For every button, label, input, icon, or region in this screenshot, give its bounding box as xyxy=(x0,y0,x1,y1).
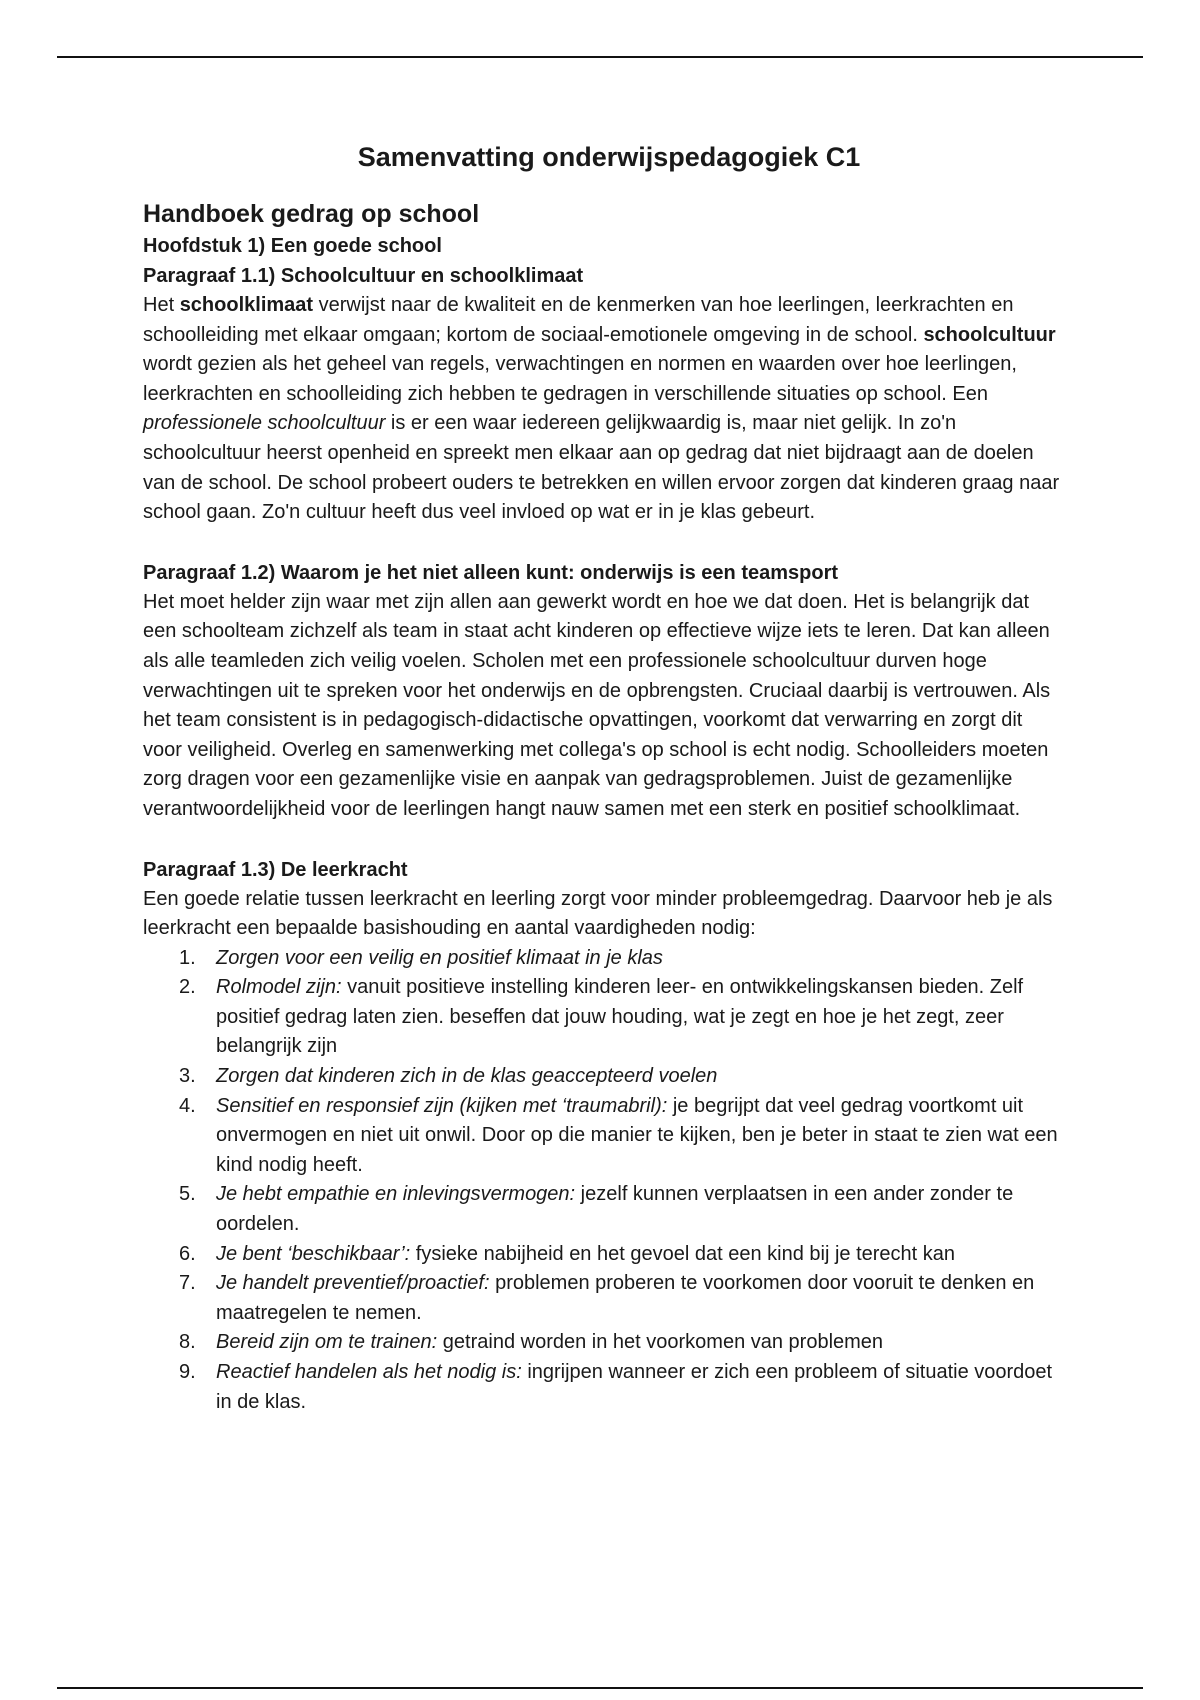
document-body xyxy=(143,142,1065,1417)
list-item xyxy=(143,1328,1065,1358)
book-title: Handboek gedrag op school xyxy=(143,200,480,228)
spacer xyxy=(143,528,1065,558)
list-number: 6. xyxy=(179,1242,196,1265)
list-item-text: fysieke nabijheid en het gevoel dat een kind bij je terecht kan xyxy=(410,1242,956,1265)
list-item xyxy=(143,1240,1065,1270)
footer-rule xyxy=(57,1687,1143,1689)
section-1-1-paragraph xyxy=(143,291,1065,528)
section-heading-1-1: Paragraaf 1.1) Schoolcultuur en schoolklimaat xyxy=(143,265,584,287)
list-number: 9. xyxy=(179,1361,196,1383)
header-rule xyxy=(57,56,1143,58)
term-professionele-schoolcultuur: professionele schoolcultuur xyxy=(143,412,386,435)
list-item xyxy=(143,1180,1065,1239)
list-item xyxy=(143,1092,1065,1181)
section-heading-1-2: Paragraaf 1.2) Waarom je het niet alleen kunt: onderwijs is een teamsport xyxy=(143,561,839,584)
list-number: 5. xyxy=(179,1183,196,1206)
section-1-2-paragraph: Het moet helder zijn waar met zijn allen aan gewerkt wordt en hoe we dat doen. Het is belangrijk dat een schoolteam zichzelf als team in staat acht kinderen op effectieve wijze iets te leren. Dat kan alleen als alle teamleden zich veilig voelen. Scholen met een professionele schoolcultuur durven hoge verwachtingen uit te spreken voor het onderwijs en de opbrengsten. Cruciaal daarbij is vertrouwen. Als het team consistent is in pedagogisch-didactische opvattingen, voorkomt dat verwarring en zorgt dit voor veiligheid. Overleg en samenwerking met collega's op school is echt nodig. Schoolleiders moeten zorg dragen voor een gezamenlijke visie en aanpak van gedragsproblemen. Juist de gezamenlijke verantwoordelijkheid voor de leerlingen hangt nauw samen met een sterk en positief schoolklimaat. xyxy=(143,590,1051,820)
document-title: Samenvatting onderwijspedagogiek C1 xyxy=(357,142,861,172)
list-item-text: ingrijpen wanneer er zich een probleem of situatie voordoet in de klas. xyxy=(216,1361,1053,1413)
list-item xyxy=(143,1358,1065,1417)
list-item-term: Zorgen voor een veilig en positief klimaat in je klas xyxy=(216,946,663,969)
spacer xyxy=(143,825,1065,855)
list-item-text: problemen proberen te voorkomen door vooruit te denken en maatregelen te nemen. xyxy=(216,1272,1035,1324)
term-schoolklimaat: schoolklimaat xyxy=(179,294,314,316)
section-heading-1-3: Paragraaf 1.3) De leerkracht xyxy=(143,858,408,881)
list-item-term: Bereid zijn om te trainen: xyxy=(216,1331,438,1354)
list-item-term: Je bent ‘beschikbaar’: xyxy=(216,1242,411,1265)
text-run: Het xyxy=(143,294,180,316)
list-number: 3. xyxy=(179,1065,196,1088)
list-item-term: Reactief handelen als het nodig is: xyxy=(216,1361,522,1383)
list-item-text: je begrijpt dat veel gedrag voortkomt uit onvermogen en niet uit onwil. Door op die manier te kijken, ben je beter in staat te zien wat een kind nodig heeft. xyxy=(216,1094,1058,1176)
skills-list xyxy=(143,944,1065,1418)
list-item-text: vanuit positieve instelling kinderen leer- en ontwikkelingskansen bieden. Zelf positief gedrag laten zien. beseffen dat jouw houding, wat je zegt en hoe je het zegt, zeer belangrijk zijn xyxy=(216,976,1024,1058)
term-schoolcultuur: schoolcultuur xyxy=(923,323,1056,346)
chapter-heading: Hoofdstuk 1) Een goede school xyxy=(143,235,442,257)
list-item xyxy=(143,944,1065,974)
list-number: 8. xyxy=(179,1331,196,1354)
list-item-term: Zorgen dat kinderen zich in de klas geaccepteerd voelen xyxy=(216,1065,718,1088)
list-number: 4. xyxy=(179,1094,196,1117)
list-number: 2. xyxy=(179,976,196,999)
list-number: 7. xyxy=(179,1272,196,1295)
list-item-term: Rolmodel zijn: xyxy=(216,976,342,999)
list-item xyxy=(143,1062,1065,1092)
list-item-term: Je hebt empathie en inlevingsvermogen: xyxy=(216,1183,576,1206)
list-item xyxy=(143,973,1065,1062)
list-item-text: getraind worden in het voorkomen van problemen xyxy=(437,1331,884,1354)
list-number: 1. xyxy=(179,946,196,969)
list-item-text: jezelf kunnen verplaatsen in een ander zonder te oordelen. xyxy=(216,1183,1014,1236)
text-run: verwijst naar de kwaliteit en de kenmerken van hoe leerlingen, leerkrachten en schoolleiding met elkaar omgaan; kortom de sociaal-emotionele omgeving in de school. xyxy=(143,294,1014,346)
list-item-term: Je handelt preventief/proactief: xyxy=(216,1272,490,1295)
list-item xyxy=(143,1269,1065,1328)
section-1-3-intro: Een goede relatie tussen leerkracht en leerling zorgt voor minder probleemgedrag. Daarvoor heb je als leerkracht een bepaalde basishouding en aantal vaardigheden nodig: xyxy=(143,887,1053,940)
list-item-term: Sensitief en responsief zijn (kijken met ‘traumabril): xyxy=(216,1094,668,1117)
text-run: wordt gezien als het geheel van regels, verwachtingen en normen en waarden over hoe leerlingen, leerkrachten en schoolleiding zich hebben te gedragen in verschillende situaties op school. Een xyxy=(143,353,1017,405)
text-run: is er een waar iedereen gelijkwaardig is, maar niet gelijk. In zo'n schoolcultuur heerst openheid en spreekt men elkaar aan op gedrag dat niet bijdraagt aan de doelen van de school. De school probeert ouders te betrekken en willen ervoor zorgen dat kinderen graag naar school gaan. Zo'n cultuur heeft dus veel invloed op wat er in je klas gebeurt. xyxy=(143,412,1060,524)
